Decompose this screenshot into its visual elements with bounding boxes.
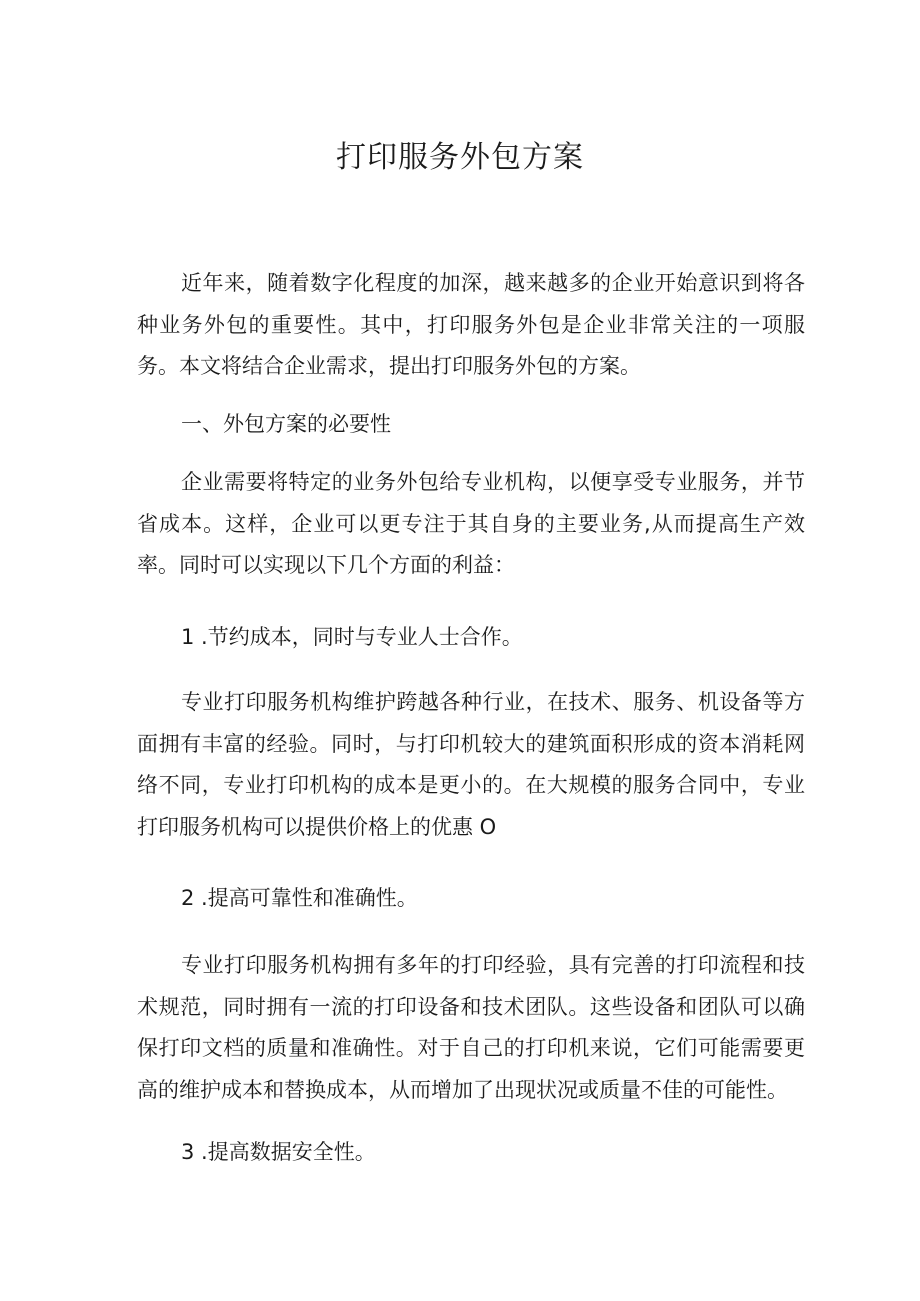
intro-paragraph: 近年来，随着数字化程度的加深，越来越多的企业开始意识到将各种业务外包的重要性。其中，打印服务外包是企业非常关注的一项服务。本文将结合企业需求，提出打印服务外包的方案。 <box>137 271 805 378</box>
document-title: 打印服务外包方案 <box>336 140 584 175</box>
section-body-necessity: 企业需要将特定的业务外包给专业机构，以便享受专业服务，并节省成本。这样，企业可以更专注于其自身的主要业务,从而提高生产效率。同时可以实现以下几个方面的利益： <box>137 470 805 577</box>
item-body-cost: 专业打印服务机构维护跨越各种行业，在技术、服务、机设备等方面拥有丰富的经验。同时，与打印机较大的建筑面积形成的资本消耗网络不同，专业打印机构的成本是更小的。在大规模的服务合同中，专业打印服务机构可以提供价格上的优惠 O <box>137 690 805 839</box>
section-heading-necessity: 一、外包方案的必要性 <box>181 412 391 436</box>
item-heading-reliability: 2 .提高可靠性和准确性。 <box>181 886 418 910</box>
item-heading-cost: 1 .节约成本，同时与专业人士合作。 <box>181 625 523 649</box>
item-body-reliability: 专业打印服务机构拥有多年的打印经验，具有完善的打印流程和技术规范，同时拥有一流的打印设备和技术团队。这些设备和团队可以确保打印文档的质量和准确性。对于自己的打印机来说，它们可能需要更高的维护成本和替换成本，从而增加了出现状况或质量不佳的可能性。 <box>137 953 805 1102</box>
item-heading-security: 3 .提高数据安全性。 <box>181 1140 376 1164</box>
